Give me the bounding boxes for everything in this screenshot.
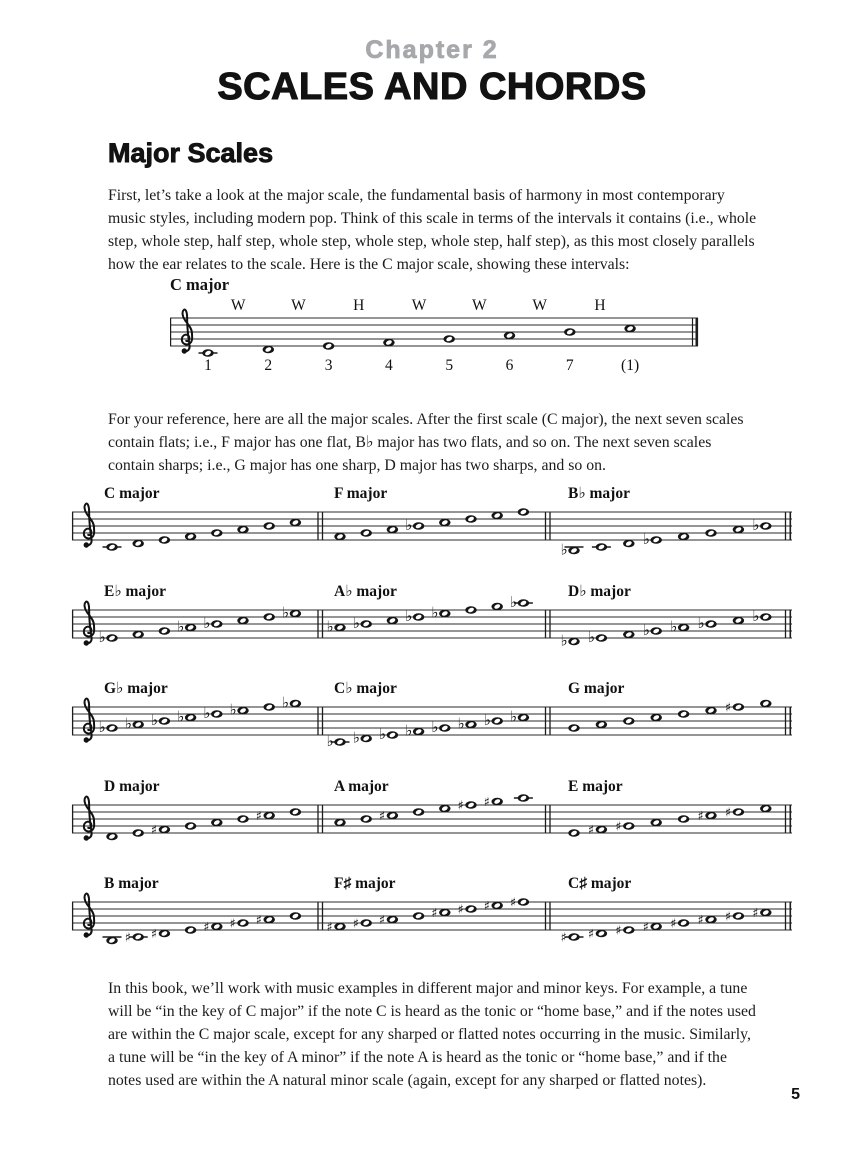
scale-notes-col-1 (106, 808, 301, 840)
flat-accidental-icon: ♭ (378, 725, 386, 743)
scale-name-label: F major (334, 485, 388, 502)
sharp-accidental-icon: ♯ (378, 807, 385, 823)
scale-name-label: D♭ major (568, 582, 631, 600)
interval-label: W (472, 297, 487, 314)
flat-accidental-icon: ♭ (670, 617, 678, 635)
flat-accidental-icon: ♭ (352, 613, 360, 632)
sharp-accidental-icon: ♯ (587, 821, 594, 837)
flat-accidental-icon: ♭ (281, 603, 289, 621)
scale-name-label: C♯ major (568, 875, 632, 892)
scale-name-label: B major (104, 875, 159, 892)
sharp-accidental-icon: ♯ (431, 905, 438, 921)
sharp-accidental-icon: ♯ (724, 908, 731, 924)
flat-accidental-icon: ♭ (752, 606, 760, 625)
scale-name-label: A major (334, 777, 389, 795)
sharp-accidental-icon: ♯ (642, 919, 649, 935)
flat-accidental-icon: ♭ (326, 732, 334, 750)
sharp-accidental-icon: ♯ (509, 894, 516, 910)
sharp-accidental-icon: ♯ (587, 926, 594, 942)
flat-accidental-icon: ♭ (98, 718, 106, 736)
scale-name-label: G major (568, 680, 625, 697)
sharp-accidental-icon: ♯ (124, 929, 131, 945)
flat-accidental-icon: ♭ (431, 603, 439, 621)
intro-paragraph: First, let’s take a look at the major scale, the fundamental basis of harmony in most contemporary music styles, including modern pop. Think of this scale in terms of the intervals it contains (i.e., whole step, whole step, half step, whole step, whole step, whole step, half step), as this most closely parallels how the ear relates to the scale. Here is the C major scale, showing these intervals: (108, 187, 757, 273)
sharp-accidental-icon: ♯ (255, 807, 262, 823)
sharp-accidental-icon: ♯ (615, 922, 622, 938)
scale-name-label: A♭ major (334, 582, 397, 600)
flat-accidental-icon: ♭ (457, 714, 465, 733)
scale-name-label: E♭ major (104, 582, 166, 600)
flat-accidental-icon: ♭ (352, 728, 360, 747)
sharp-accidental-icon: ♯ (378, 912, 385, 928)
flat-accidental-icon: ♭ (483, 711, 491, 729)
scale-name-label: B♭ major (568, 485, 630, 502)
scale-row-5-staff (66, 868, 798, 960)
scale-notes-col-1 (103, 519, 302, 551)
flat-accidental-icon: ♭ (560, 631, 568, 649)
scale-degree-label: 6 (505, 357, 514, 374)
interval-label: W (532, 297, 547, 314)
flat-accidental-icon: ♭ (281, 693, 289, 712)
scale-degree-label: 1 (204, 357, 212, 374)
interval-label: H (594, 297, 606, 314)
flat-accidental-icon: ♭ (150, 711, 158, 729)
reference-paragraph: For your reference, here are all the major scales. After the first scale (C major), the next seven scales contain flats; i.e., F major has one flat, B♭ major has two flats, and so on. The next seven scales contain sharps; i.e., G major has one sharp, D major has two sharps, and so on. (108, 411, 744, 474)
sharp-accidental-icon: ♯ (203, 919, 210, 935)
scale-notes-col-1 (103, 912, 302, 945)
keys-paragraph: In this book, we’ll work with music examples in different major and minor keys. For example, a tune will be “in the key of C major” if the note C is heard as the tonic or “home base,” and if the notes used are within the C major scale, except for any sharped or flatted notes occurring in the music. Similarly, a tune will be “in the key of A minor” if the note A is heard as the tonic or “home base,” and if the notes used are within the A natural minor scale (again, except for any sharped or flatted notes). (108, 980, 756, 1089)
flat-accidental-icon: ♭ (229, 700, 237, 719)
scale-name-label: D major (104, 777, 160, 795)
scale-name-label: E major (568, 777, 623, 795)
scale-row-4-staff (66, 771, 798, 863)
c-major-interval-example-staff (150, 272, 710, 384)
sharp-accidental-icon: ♯ (150, 821, 157, 837)
flat-accidental-icon: ♭ (177, 617, 185, 635)
interval-label: W (411, 297, 427, 314)
flat-accidental-icon: ♭ (642, 620, 650, 639)
sharp-accidental-icon: ♯ (457, 901, 464, 917)
sharp-accidental-icon: ♯ (724, 804, 731, 820)
flat-accidental-icon: ♭ (431, 718, 439, 736)
major-scales-grid (66, 478, 798, 966)
sharp-accidental-icon: ♯ (457, 797, 464, 813)
example-scale-label: C major (170, 275, 230, 294)
flat-accidental-icon: ♭ (509, 592, 517, 611)
sharp-accidental-icon: ♯ (352, 915, 359, 931)
scale-degree-label: 3 (324, 357, 333, 374)
chapter-title: SCALES AND CHORDS (217, 66, 647, 108)
flat-accidental-icon: ♭ (697, 613, 705, 632)
flat-accidental-icon: ♭ (405, 516, 413, 534)
interval-label: W (291, 297, 306, 314)
scale-notes-col-3 (561, 905, 772, 945)
interval-label: H (353, 297, 365, 314)
scale-degree-label: (1) (621, 357, 640, 374)
scale-degree-label: 5 (445, 357, 454, 374)
flat-accidental-icon: ♭ (203, 613, 211, 632)
scale-name-label: C♭ major (334, 680, 397, 697)
scale-name-label: C major (104, 485, 160, 502)
flat-accidental-icon: ♭ (642, 530, 650, 548)
scale-name-label: G♭ major (104, 680, 168, 697)
interval-label: W (230, 297, 246, 314)
scale-row-2-staff (66, 576, 798, 668)
scale-notes-col-2 (327, 895, 530, 935)
sharp-accidental-icon: ♯ (697, 912, 704, 928)
scale-row-3-staff (66, 673, 798, 765)
scale-notes-col-3 (561, 607, 772, 650)
page-number: 5 (791, 1086, 800, 1103)
chapter-label: Chapter 2 (365, 36, 499, 64)
scale-degree-label: 4 (385, 357, 393, 374)
scale-notes-col-3 (568, 700, 771, 732)
section-title: Major Scales (108, 138, 274, 168)
scale-name-label: F♯ major (334, 875, 396, 892)
sharp-accidental-icon: ♯ (670, 915, 677, 931)
flat-accidental-icon: ♭ (587, 627, 595, 646)
sharp-accidental-icon: ♯ (150, 926, 157, 942)
sharp-accidental-icon: ♯ (255, 912, 262, 928)
sharp-accidental-icon: ♯ (483, 898, 490, 914)
flat-accidental-icon: ♭ (509, 707, 517, 726)
flat-accidental-icon: ♭ (405, 606, 413, 625)
sharp-accidental-icon: ♯ (560, 929, 567, 945)
flat-accidental-icon: ♭ (326, 617, 334, 635)
scale-degree-label: 7 (565, 357, 574, 374)
flat-accidental-icon: ♭ (752, 516, 760, 534)
sharp-accidental-icon: ♯ (724, 699, 731, 715)
sharp-accidental-icon: ♯ (483, 793, 490, 809)
flat-accidental-icon: ♭ (405, 721, 413, 740)
sharp-accidental-icon: ♯ (326, 919, 333, 935)
sharp-accidental-icon: ♯ (615, 818, 622, 834)
flat-accidental-icon: ♭ (560, 540, 568, 559)
flat-accidental-icon: ♭ (98, 627, 106, 646)
scale-row-1-staff (66, 478, 798, 570)
scale-notes-col-3 (568, 804, 771, 837)
scale-notes-col-2 (334, 794, 533, 826)
sharp-accidental-icon: ♯ (229, 915, 236, 931)
sharp-accidental-icon: ♯ (752, 905, 759, 921)
flat-accidental-icon: ♭ (124, 714, 132, 733)
scale-notes-col-3 (561, 516, 772, 559)
example-notes (199, 325, 636, 357)
scale-degree-label: 2 (264, 357, 273, 374)
sharp-accidental-icon: ♯ (697, 807, 704, 823)
flat-accidental-icon: ♭ (203, 704, 211, 722)
flat-accidental-icon: ♭ (177, 707, 185, 726)
scale-notes-col-2 (334, 508, 529, 540)
scale-notes-col-1 (99, 694, 302, 737)
